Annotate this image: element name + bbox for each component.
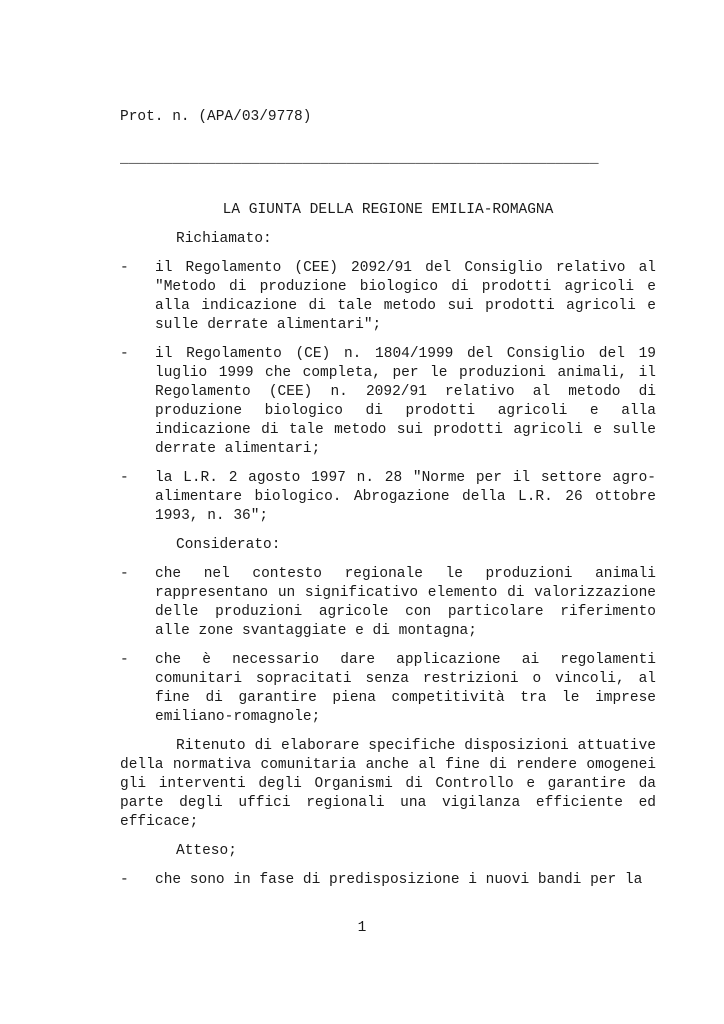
list-item-text: che nel contesto regionale le produzioni animali rappresentano un significativo elemento di valorizzazione delle produzioni agricole con particolare riferimento alle zone svantaggiate e di montagna; bbox=[155, 566, 656, 639]
list-bullet: - bbox=[120, 470, 129, 486]
section-heading-richiamato: Richiamato: bbox=[176, 231, 272, 247]
list-item bbox=[120, 469, 656, 526]
list-bullet: - bbox=[120, 260, 129, 276]
section-heading-atteso: Atteso; bbox=[176, 843, 237, 859]
list-item-text: che è necessario dare applicazione ai regolamenti comunitari sopracitati senza restrizioni o vincoli, al fine di garantire piena competitività tra le imprese emiliano-romagnole; bbox=[155, 652, 656, 725]
list-bullet: - bbox=[120, 652, 129, 668]
list-item bbox=[120, 345, 656, 459]
separator-line: _______________________________________________________ bbox=[120, 151, 599, 167]
list-bullet: - bbox=[120, 346, 129, 362]
section-heading-considerato: Considerato: bbox=[176, 537, 281, 553]
prot-number: Prot. n. (APA/03/9778) bbox=[120, 109, 312, 125]
list-item-text: la L.R. 2 agosto 1997 n. 28 "Norme per il settore agro-alimentare biologico. Abrogazione della L.R. 26 ottobre 1993, n. 36"; bbox=[155, 470, 656, 524]
list-item bbox=[120, 259, 656, 335]
list-item bbox=[120, 565, 656, 641]
list-item bbox=[120, 871, 656, 890]
list-bullet: - bbox=[120, 566, 129, 582]
list-item-text: il Regolamento (CE) n. 1804/1999 del Consiglio del 19 luglio 1999 che completa, per le produzioni animali, il Regolamento (CEE) n. 2092/91 relativo al metodo di produzione biologico di prodotti agricoli e alla indicazione di tale metodo sui prodotti agricoli e sulle derrate alimentari; bbox=[155, 346, 656, 457]
list-item-text: che sono in fase di predisposizione i nuovi bandi per la bbox=[155, 872, 643, 888]
list-item-text: il Regolamento (CEE) 2092/91 del Consiglio relativo al "Metodo di produzione biologico di prodotti agricoli e alla indicazione di tale metodo sui prodotti agricoli e sulle derrate alimentari"; bbox=[155, 260, 656, 333]
list-bullet: - bbox=[120, 872, 129, 888]
list-item bbox=[120, 651, 656, 727]
paragraph-ritenuto: Ritenuto di elaborare specifiche disposizioni attuative della normativa comunitaria anche al fine di rendere omogenei gli interventi degli Organismi di Controllo e garantire da parte degli uffici regionali una vigilanza efficiente ed efficace; bbox=[120, 738, 656, 830]
doc-title: LA GIUNTA DELLA REGIONE EMILIA-ROMAGNA bbox=[222, 202, 554, 218]
page-number: 1 bbox=[357, 920, 367, 936]
